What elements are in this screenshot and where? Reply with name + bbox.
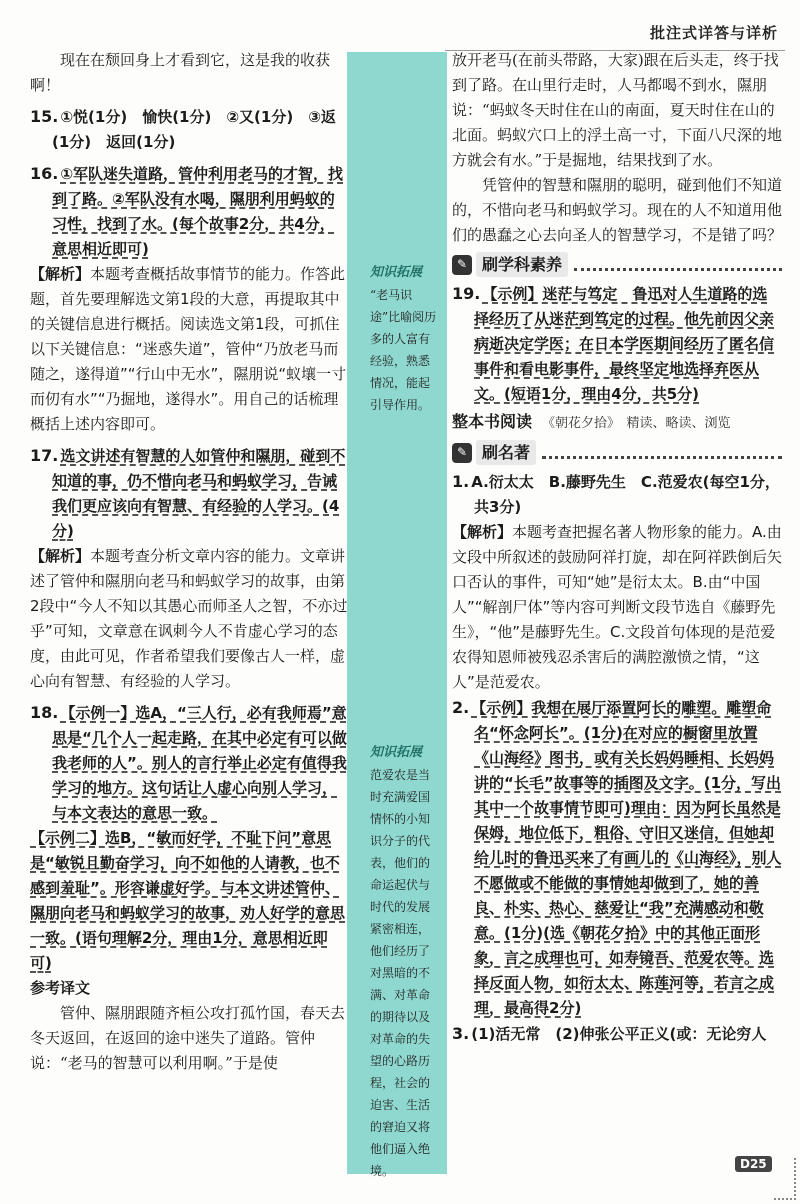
classics-banner <box>452 440 782 465</box>
subject-literacy-banner <box>452 252 782 277</box>
m3-text: (1)活无常 (2)伸张公平正义(或：无论穷人 <box>471 1025 767 1043</box>
side-note-2-text: 范爱农是当时充满爱国情怀的小知识分子的代表，他们的命运起伏与时代的发展紧密相连，他们经历了对黑暗的不满、对革命的期待以及对革命的失望的心路历程，社会的迫害、生活的窘迫又将他们逼入绝境。 <box>370 768 431 1178</box>
page-header-title: 批注式详答与详析 <box>649 24 778 42</box>
side-note-1 <box>370 262 440 416</box>
side-note-2 <box>370 742 440 1182</box>
classics-title: 刷名著 <box>476 440 536 465</box>
intro-text: 现在在颓回身上才看到它，这是我的收获啊！ <box>30 51 331 94</box>
m1-answer-text: A.衍太太 B.藤野先生 C.范爱农(每空1分，共3分) <box>471 473 780 516</box>
whole-book-subtitle: 《朝花夕拾》 精读、略读、浏览 <box>542 416 731 431</box>
page-number: D25 <box>735 1156 772 1172</box>
q16-answer-text: ①军队迷失道路，管仲利用老马的才智，找到了路。②军队没有水喝，隰朋利用蚂蚁的习性，找到了水。(每个故事2分，共4分，意思相近即可) <box>52 165 344 258</box>
q19: 19. 【示例】迷茫与笃定 鲁迅对人生道路的选择经历了从迷茫到笃定的过程。他先前因父亲病逝决定学医；在日本学医期间经历了匿名信事件和看电影事件，最终坚定地选择弃医从文。(短语1分，理由4分，共5分) <box>452 284 775 403</box>
side-note-1-text: “老马识途”比喻阅历多的人富有经验，熟悉情况，能起引导作用。 <box>370 288 437 412</box>
m3: 3. (1)活无常 (2)伸张公平正义(或：无论穷人 <box>452 1024 767 1043</box>
q18-example2: 【示例二】选B，“敏而好学，不耻下问”意思是“敏锐且勤奋学习，向不如他的人请教，也不感到羞耻”。形容谦虚好学。与本文讲述管仲、隰朋向老马和蚂蚁学习的故事，劝人好学的意思一致。(语句理解2分，理由1分，意思相近即可) <box>30 829 346 972</box>
m2: 2. 【示例】我想在展厅添置阿长的雕塑。雕塑命名“怀念阿长”。(1分)在对应的橱窗里放置《山海经》图书，或有关长妈妈睡相、长妈妈讲的“长毛”故事等的插图及文字。(1分，写出其中一个故事情节即可)理由：因为阿长虽然是保姆，地位低下，粗俗、守旧又迷信，但她却给儿时的鲁迅买来了有画儿的《山海经》，别人不愿做或不能做的事情她却做到了，她的善良、朴实、热心、慈爱让“我”充满感动和敬意。(1分)(选《朝花夕拾》中的其他正面形象，言之成理也可，如寿镜吾、范爱农等。选择反面人物，如衍太太、陈莲河等，若言之成理，最高得2分) <box>452 698 782 1017</box>
q18-example1-text: 【示例一】选A，“三人行，必有我师焉”意思是“几个人一起走路，在其中必定有可以做我老师的人”。别人的言行举止必定有值得我学习的地方。这句话让人虚心向别人学习，与本文表达的意思一致。 <box>52 704 347 822</box>
side-note-1-title: 知识拓展 <box>370 265 423 280</box>
q15-text: ①悦(1分) 愉快(1分) ②又(1分) ③返(1分) 返回(1分) <box>52 108 336 151</box>
m1-analysis: 【解析】本题考查把握名著人物形象的能力。A.由文段中所叙述的鼓励阿祥打旋，却在阿祥跌倒后矢口否认的事件，可知“她”是衍太太。B.由“中国人”“解剖尸体”等内容可判断文段节选自《藤野先生》，“他”是藤野先生。C.文段首句体现的是范爱农得知恩师被残忍杀害后的满腔激愤之情，“这人”是范爱农。 <box>452 523 783 691</box>
translation-text: 管仲、隰朋跟随齐桓公攻打孤竹国，春天去冬天返回，在返回的途中迷失了道路。管仲说：“老马的智慧可以利用啊。”于是使 <box>30 1004 346 1072</box>
right-column <box>452 48 782 1047</box>
pen-icon: ✎ <box>452 443 472 463</box>
q19-text: 【示例】迷茫与笃定 鲁迅对人生道路的选择经历了从迷茫到笃定的过程。他先前因父亲病逝决定学医；在日本学医期间经历了匿名信事件和看电影事件，最终坚定地选择弃医从文。(短语1分，理由4分，共5分) <box>474 285 775 403</box>
translation-continued: 放开老马(在前头带路，大家)跟在后头走，终于找到了路。在山里行走时，人马都喝不到水，隰朋说：“蚂蚁冬天时住在山的南面，夏天时住在山的北面。蚂蚁穴口上的浮土高一寸，下面八尺深的地方就会有水。”于是掘地，结果找到了水。 <box>452 51 783 169</box>
side-note-2-title: 知识拓展 <box>370 745 423 760</box>
m2-text: 【示例】我想在展厅添置阿长的雕塑。雕塑命名“怀念阿长”。(1分)在对应的橱窗里放置《山海经》图书，或有关长妈妈睡相、长妈妈讲的“长毛”故事等的插图及文字。(1分，写出其中一个故事情节即可)理由：因为阿长虽然是保姆，地位低下，粗俗、守旧又迷信，但她却给儿时的鲁迅买来了有画儿的《山海经》，别人不愿做或不能做的事情她却做到了，她的善良、朴实、热心、慈爱让“我”充满感动和敬意。(1分)(选《朝花夕拾》中的其他正面形象，言之成理也可，如寿镜吾、范爱农等。选择反面人物，如衍太太、陈莲河等，若言之成理，最高得2分) <box>471 699 782 1017</box>
left-column <box>30 48 348 1076</box>
subject-literacy-title: 刷学科素养 <box>476 252 568 277</box>
banner-dots <box>574 258 782 271</box>
q16-analysis: 【解析】本题考查概括故事情节的能力。作答此题，首先要理解选文第1段的大意，再提取其中的关键信息进行概括。阅读选文第1段，可抓住以下关键信息：“迷惑失道”，管仲“乃放老马而随之，遂得道”“行山中无水”，隰朋说“蚁壤一寸而仞有水”“乃掘地，遂得水”。用自己的话梳理概括上述内容即可。 <box>30 265 347 433</box>
m1-answer: 1. A.衍太太 B.藤野先生 C.范爱农(每空1分，共3分) <box>452 472 780 516</box>
corner-decoration <box>774 1158 796 1200</box>
q18-example1: 18. 【示例一】选A，“三人行，必有我师焉”意思是“几个人一起走路，在其中必定有可以做我老师的人”。别人的言行举止必定有值得我学习的地方。这句话让人虚心向别人学习，与本文表达的意思一致。 <box>30 703 347 822</box>
banner-dots <box>542 446 782 459</box>
q16-answer: 16. ①军队迷失道路，管仲利用老马的才智，找到了路。②军队没有水喝，隰朋利用蚂蚁的习性，找到了水。(每个故事2分，共4分，意思相近即可) <box>30 164 344 258</box>
translation-end: 凭管仲的智慧和隰朋的聪明，碰到他们不知道的，不惜向老马和蚂蚁学习。现在的人不知道用他们的愚蠢之心去向圣人的智慧学习，不是错了吗？ <box>452 176 783 244</box>
q17-analysis: 【解析】本题考查分析文章内容的能力。文章讲述了管仲和隰朋向老马和蚂蚁学习的故事，由第2段中“今人不知以其愚心而师圣人之智，不亦过乎”可知，文章意在讽刺今人不肯虚心学习的态度，由此可见，作者希望我们要像古人一样，虚心向有智慧、有经验的人学习。 <box>30 547 348 690</box>
whole-book-title: 整本书阅读 <box>452 412 533 431</box>
whole-book-reading <box>452 409 782 436</box>
translation-title: 参考译文 <box>30 979 91 997</box>
pen-icon: ✎ <box>452 255 472 275</box>
q15: 15. ①悦(1分) 愉快(1分) ②又(1分) ③返(1分) 返回(1分) <box>30 107 336 151</box>
q17-answer: 17. 选文讲述有智慧的人如管仲和隰朋，碰到不知道的事，仍不惜向老马和蚂蚁学习，告诫我们更应该向有智慧、有经验的人学习。(4分) <box>30 446 346 540</box>
q17-answer-text: 选文讲述有智慧的人如管仲和隰朋，碰到不知道的事，仍不惜向老马和蚂蚁学习，告诫我们更应该向有智慧、有经验的人学习。(4分) <box>52 447 346 540</box>
